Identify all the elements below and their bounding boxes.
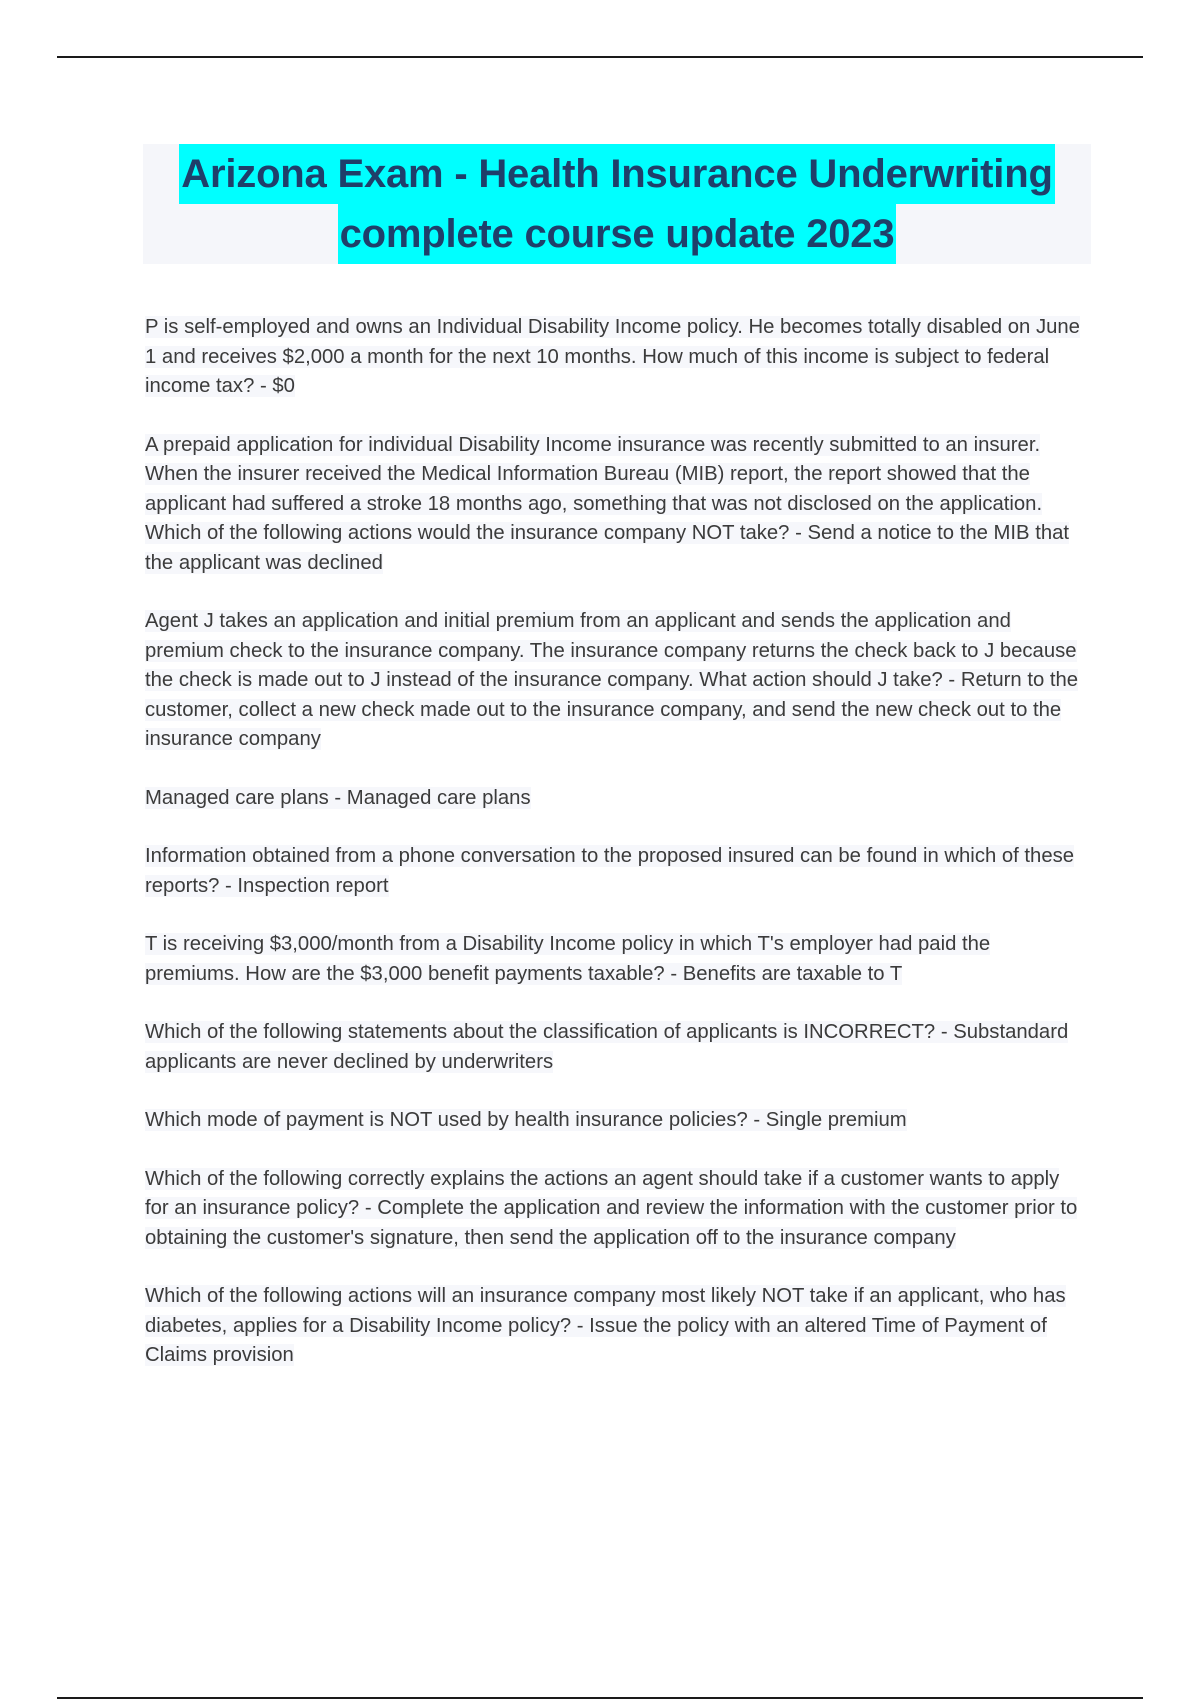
qa-item: Managed care plans - Managed care plans [145,786,531,809]
qa-item: Which of the following correctly explains the actions an agent should take if a customer wants to apply for an insurance policy? - Complete the application and review the information with the customer prior to obtaining the customer's signature, then send the application off to the insurance company [145,1167,1078,1249]
top-rule [57,56,1143,58]
bottom-rule [57,1697,1143,1699]
qa-item: Which mode of payment is NOT used by health insurance policies? - Single premium [145,1109,907,1131]
title-line-2: complete course update 2023 [338,204,897,264]
qa-item: Information obtained from a phone conversation to the proposed insured can be found in which of these reports? - Inspection report [145,845,1075,897]
qa-item: A prepaid application for individual Disability Income insurance was recently submitted to an insurer. When the insurer received the Medical Information Bureau (MIB) report, the report showed that the applicant had suffered a stroke 18 months ago, something that was not disclosed on the application. Which of the following actions would the insurance company NOT take? - Send a notice to the MIB that the applicant was declined [145,433,1070,574]
question-answer-list [145,313,1085,1400]
qa-item: Agent J takes an application and initial premium from an applicant and sends the application and premium check to the insurance company. The insurance company returns the check back to J because the check is made out to J instead of the insurance company. What action should J take? - Return to the customer, collect a new check made out to the insurance company, and send the new check out to the insurance company [145,610,1079,750]
qa-item: P is self-employed and owns an Individual Disability Income policy. He becomes totally disabled on June 1 and receives $2,000 a month for the next 10 months. How much of this income is subject to federal income tax? - $0 [145,316,1080,397]
document-title [143,144,1091,264]
qa-item: Which of the following actions will an insurance company most likely NOT take if an applicant, who has diabetes, applies for a Disability Income policy? - Issue the policy with an altered Time of Payment of Claims provision [145,1285,1066,1366]
title-line-1: Arizona Exam - Health Insurance Underwriting [179,144,1054,204]
qa-item: Which of the following statements about the classification of applicants is INCORRECT? - Substandard applicants are never declined by underwriters [145,1021,1069,1073]
qa-item: T is receiving $3,000/month from a Disability Income policy in which T's employer had paid the premiums. How are the $3,000 benefit payments taxable? - Benefits are taxable to T [145,933,991,985]
